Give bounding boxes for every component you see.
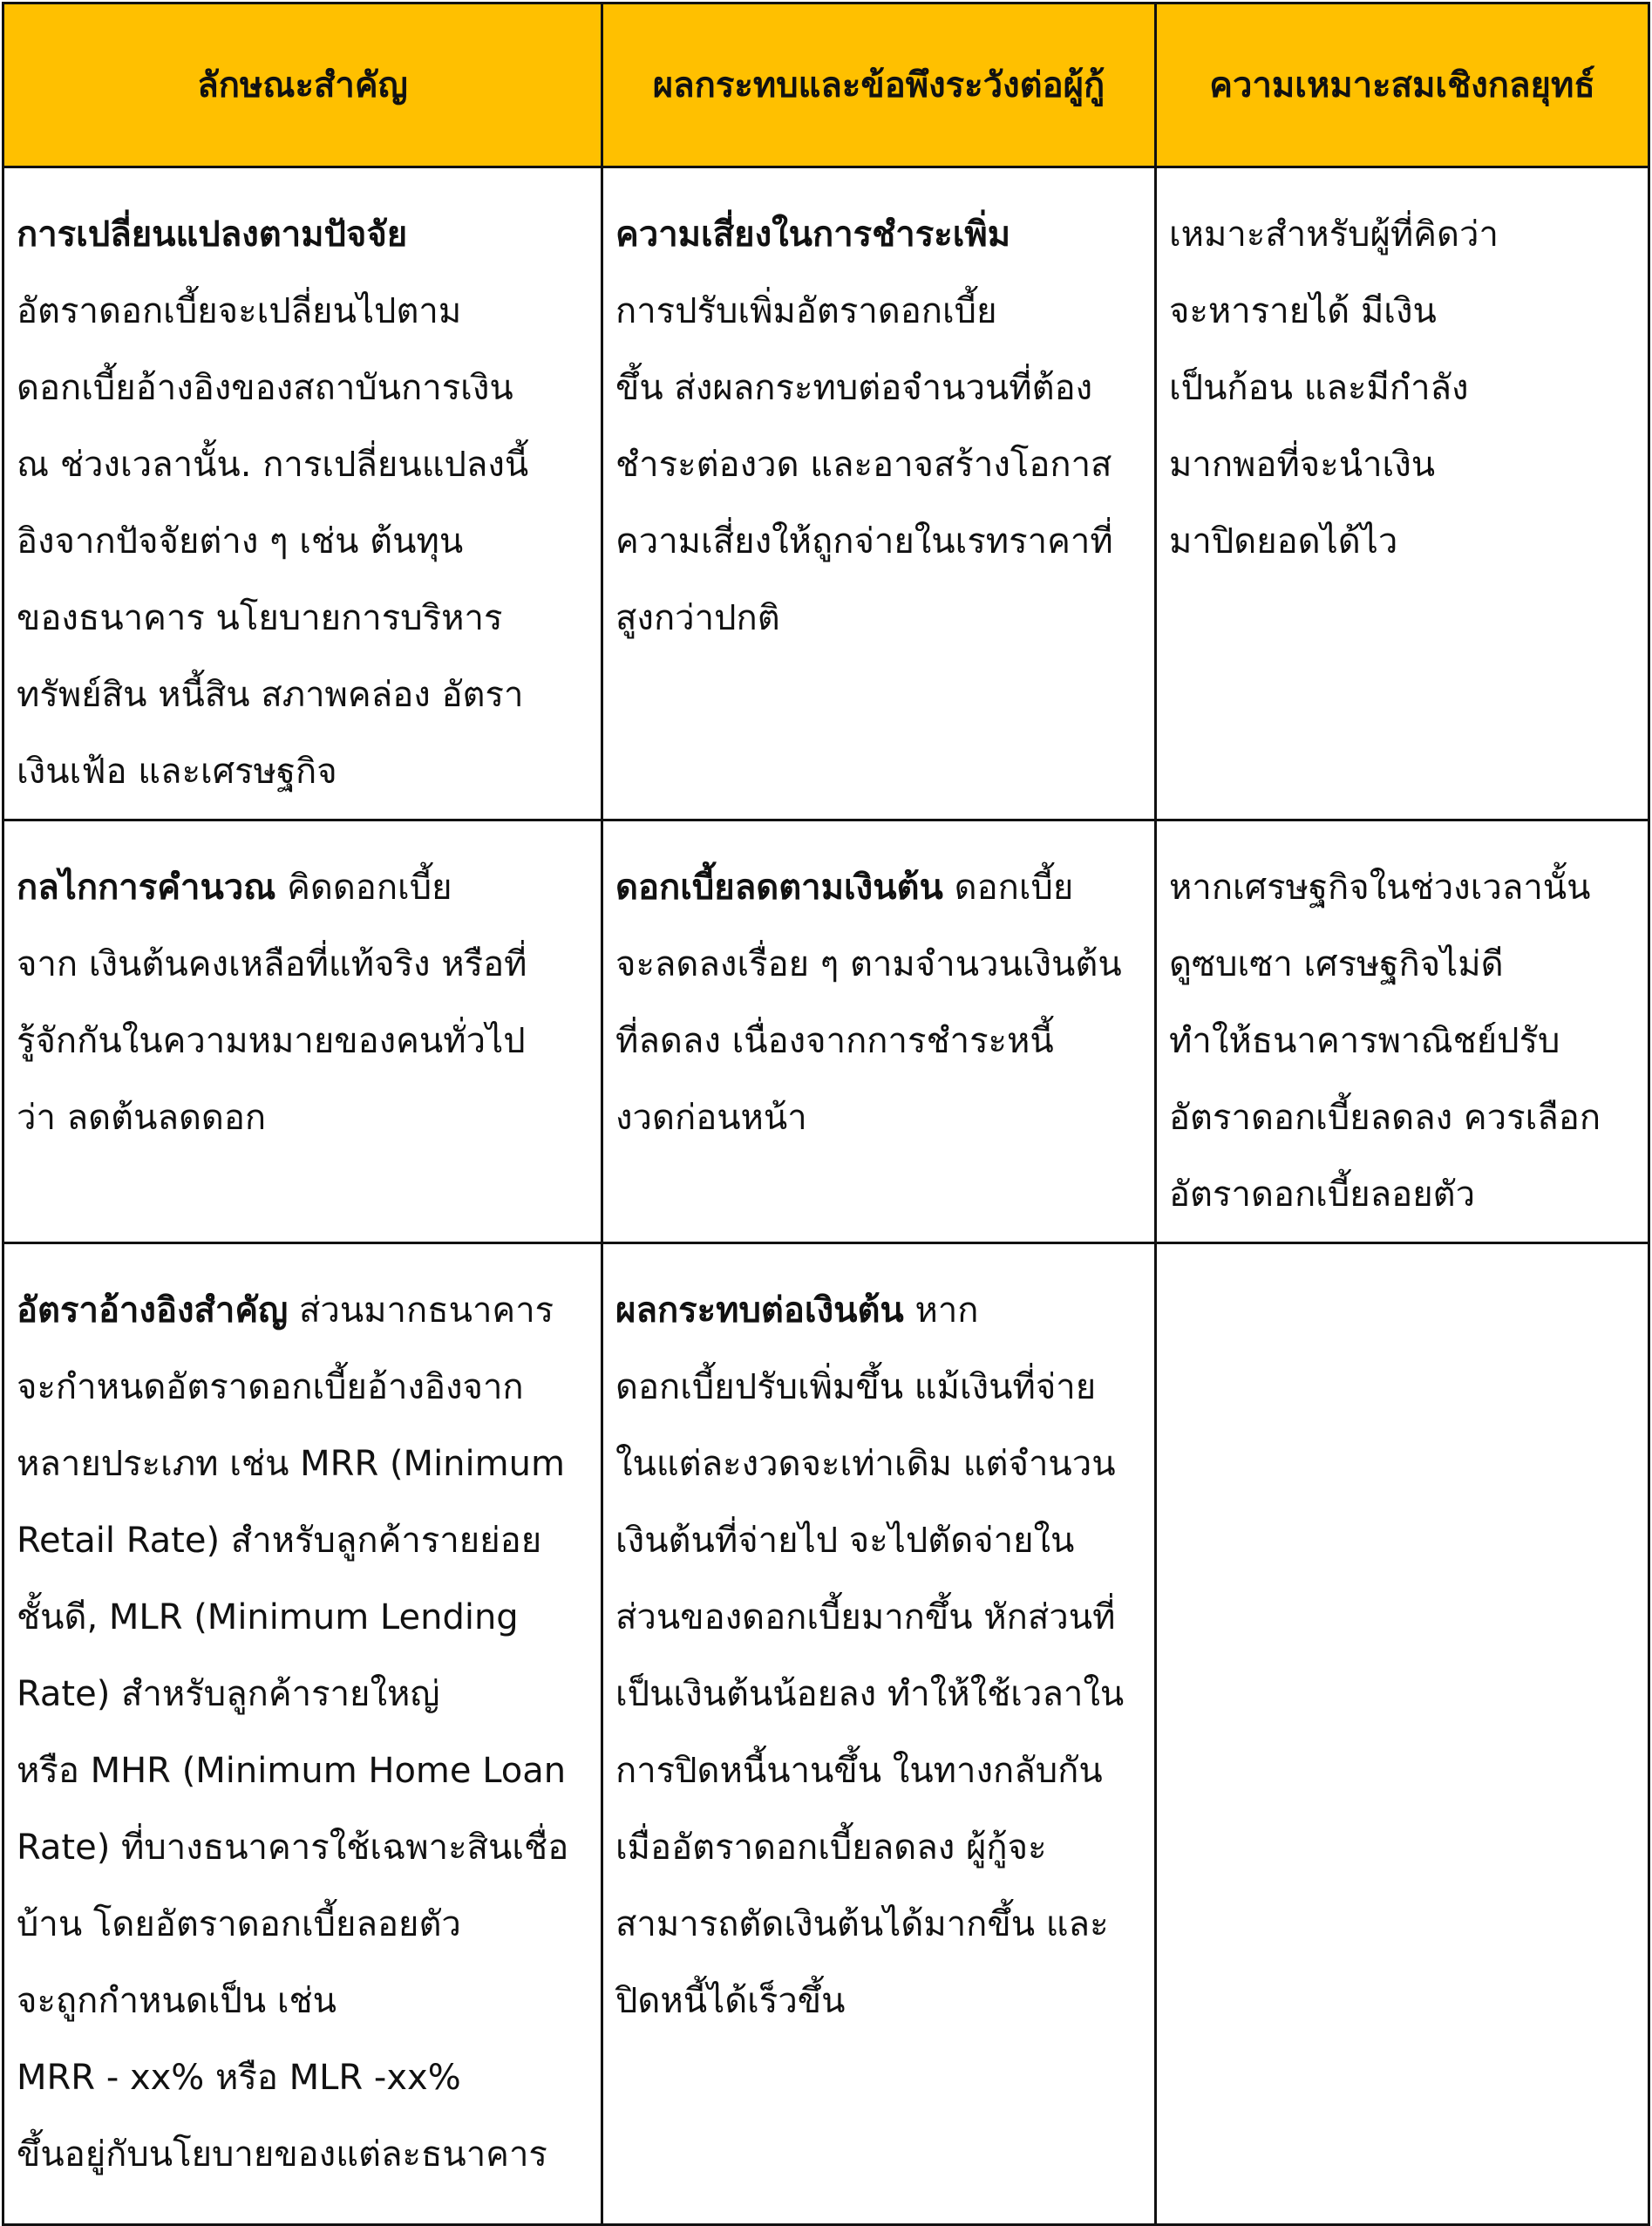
cell-line: ในแต่ละงวดจะเท่าเดิม แต่จำนวน [615,1444,1116,1484]
cell-line: ความเสี่ยงให้ถูกจ่ายในเรทราคาที่ [615,521,1113,562]
cell-line: ปิดหนี้ได้เร็วขึ้น [615,1981,846,2021]
cell-line: จะลดลงเรื่อย ๆ ตามจำนวนเงินต้น [615,944,1122,984]
cell-row2-features [3,820,602,1243]
cell-line: ทำให้ธนาคารพาณิชย์ปรับ [1169,1021,1560,1061]
cell-line: จะถูกกำหนดเป็น เช่น [17,1981,337,2021]
cell-line: รู้จักกันในความหมายของคนทั่วไป [17,1021,526,1061]
cell-line: ทรัพย์สิน หนี้สิน สภาพคล่อง อัตรา [17,675,524,715]
cell-line: งวดก่อนหน้า [615,1098,807,1138]
cell-heading: อัตราอ้างอิงสำคัญ [17,1290,289,1331]
cell-row3-strategy-empty [1156,1243,1649,2225]
cell-first-line [615,1272,1142,1349]
cell-row1-impact [602,167,1156,820]
cell-line: จะหารายได้ มีเงิน [1169,291,1437,331]
cell-line: จะกำหนดอัตราดอกเบี้ยอ้างอิงจาก [17,1367,524,1407]
table-header-row [3,3,1649,167]
cell-line: เมื่ออัตราดอกเบี้ยลดลง ผู้กู้จะ [615,1828,1047,1868]
cell-line: ชำระต่องวด และอาจสร้างโอกาส [615,445,1112,485]
cell-heading: ดอกเบี้ยลดตามเงินต้น [615,868,943,908]
cell-line: Rate) สำหรับลูกค้ารายใหญ่ [17,1674,440,1714]
cell-first-line [17,849,588,926]
cell-row1-features [3,167,602,820]
cell-line: เป็นก้อน และมีกำลัง [1169,368,1469,408]
cell-line: ขึ้นอยู่กับนโยบายของแต่ละธนาคาร [17,2134,547,2175]
cell-line: ของธนาคาร นโยบายการบริหาร [17,598,503,638]
header-key-features: ลักษณะสำคัญ [3,3,602,167]
cell-row3-features [3,1243,602,2225]
cell-first-line-rest: ดอกเบี้ย [942,868,1074,908]
cell-line: เงินต้นที่จ่ายไป จะไปตัดจ่ายใน [615,1521,1075,1561]
cell-line: ดอกเบี้ยปรับเพิ่มขึ้น แม้เงินที่จ่าย [615,1367,1097,1407]
cell-heading: การเปลี่ยนแปลงตามปัจจัย [17,214,408,255]
cell-line: จาก เงินต้นคงเหลือที่แท้จริง หรือที่ [17,944,527,984]
cell-line: Rate) ที่บางธนาคารใช้เฉพาะสินเชื่อ [17,1828,569,1868]
cell-line: อิงจากปัจจัยต่าง ๆ เช่น ต้นทุน [17,521,464,562]
cell-line: มากพอที่จะนำเงิน [1169,445,1436,485]
cell-line: หลายประเภท เช่น MRR (Minimum [17,1444,565,1484]
table-row [3,820,1649,1243]
cell-line: มาปิดยอดได้ไว [1169,521,1398,562]
cell-line: สามารถตัดเงินต้นได้มากขึ้น และ [615,1904,1109,1944]
header-strategic-fit: ความเหมาะสมเชิงกลยุทธ์ [1156,3,1649,167]
cell-line: ส่วนของดอกเบี้ยมากขึ้น หักส่วนที่ [615,1597,1116,1637]
cell-first-line-rest: หาก [903,1290,979,1331]
cell-line: อัตราดอกเบี้ยลดลง ควรเลือก [1169,1098,1601,1138]
cell-heading: ความเสี่ยงในการชำระเพิ่ม [615,214,1011,255]
cell-line: ณ ช่วงเวลานั้น. การเปลี่ยนแปลงนี้ [17,445,529,485]
cell-line: ดูซบเซา เศรษฐกิจไม่ดี [1169,944,1504,984]
cell-line: ที่ลดลง เนื่องจากการชำระหนี้ [615,1021,1054,1061]
cell-first-line-rest: คิดดอกเบี้ย [275,868,452,908]
cell-line: Retail Rate) สำหรับลูกค้ารายย่อย [17,1521,542,1561]
cell-line: การปรับเพิ่มอัตราดอกเบี้ย [615,291,997,331]
cell-line: เหมาะสำหรับผู้ที่คิดว่า [1169,214,1499,255]
header-impact-cautions: ผลกระทบและข้อพึงระวังต่อผู้กู้ [602,3,1156,167]
cell-row1-strategy [1156,167,1649,820]
cell-line: ขึ้น ส่งผลกระทบต่อจำนวนที่ต้อง [615,368,1093,408]
cell-line: หากเศรษฐกิจในช่วงเวลานั้น [1169,868,1591,908]
cell-line: MRR - xx% หรือ MLR -xx% [17,2058,461,2098]
cell-heading: ผลกระทบต่อเงินต้น [615,1290,904,1331]
cell-line: อัตราดอกเบี้ยลอยตัว [1169,1174,1476,1215]
cell-line: บ้าน โดยอัตราดอกเบี้ยลอยตัว [17,1904,461,1944]
cell-row3-impact [602,1243,1156,2225]
cell-line: สูงกว่าปกติ [615,598,780,638]
table-row [3,1243,1649,2225]
cell-heading: กลไกการคำนวณ [17,868,276,908]
table-row [3,167,1649,820]
cell-line: เป็นเงินต้นน้อยลง ทำให้ใช้เวลาใน [615,1674,1125,1714]
cell-row2-strategy [1156,820,1649,1243]
cell-line: ชั้นดี, MLR (Minimum Lending [17,1597,519,1637]
cell-line: อัตราดอกเบี้ยจะเปลี่ยนไปตาม [17,291,462,331]
cell-first-line [17,1272,588,1349]
cell-line: การปิดหนี้นานขึ้น ในทางกลับกัน [615,1751,1103,1791]
cell-line: หรือ MHR (Minimum Home Loan [17,1751,567,1791]
cell-line: ดอกเบี้ยอ้างอิงของสถาบันการเงิน [17,368,513,408]
cell-first-line-rest: ส่วนมากธนาคาร [288,1290,554,1331]
cell-line: ว่า ลดต้นลดดอก [17,1098,267,1138]
cell-row2-impact [602,820,1156,1243]
cell-line: เงินเฟ้อ และเศรษฐกิจ [17,752,337,792]
cell-first-line [615,849,1142,926]
comparison-table [2,2,1650,2226]
